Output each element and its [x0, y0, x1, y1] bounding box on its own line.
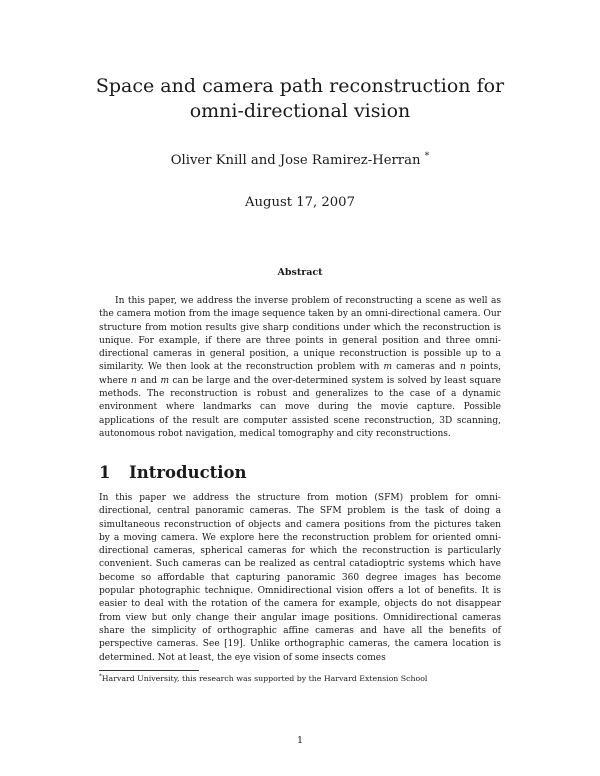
abstract-heading: Abstract: [277, 267, 323, 278]
title-line-2: omni-directional vision: [189, 100, 411, 122]
section-heading-introduction: [99, 463, 247, 482]
introduction-body: [99, 492, 501, 665]
footnote-mark: *: [99, 673, 102, 680]
footnote-rule: [99, 670, 199, 671]
authors: [60, 150, 540, 168]
title-line-1: Space and camera path reconstruction for: [95, 75, 505, 97]
footnote-text: Harvard University, this research was supported by the Harvard Extension School: [101, 674, 428, 683]
author-names: Oliver Knill and Jose Ramirez-Herran: [170, 153, 421, 168]
abstract-body: [99, 295, 501, 441]
page-number: 1: [296, 735, 304, 746]
paper-date: August 17, 2007: [245, 195, 355, 210]
footnote: [99, 674, 501, 684]
introduction-paragraph: In this paper we address the structure from motion (SFM) problem for omni-directional, central panoramic cameras. The SFM problem is the task of doing a simultaneous reconstruction of objects and camera positions from the pictures taken by a moving camera. We explore here the reconstruction problem for oriented omni-directional cameras, spherical cameras for which the reconstruction is particularly convenient. Such cameras can be realized as central catadioptric systems which have become so affordable that capturing panoramic 360 degree images has become popular photographic technique. Omnidirectional vision offers a lot of benefits. It is easier to deal with the rotation of the camera for example, objects do not disappear from view but only change their angular image positions. Omnidirectional cameras share the simplicity of orthographic affine cameras and have all the benefits of perspective cameras. See [19]. Unlike orthographic cameras, the camera location is determined. Not at least, the eye vision of some insects comes: [99, 493, 501, 663]
paper-title: [60, 74, 540, 124]
author-footnote-mark: *: [424, 150, 430, 162]
section-number: 1: [99, 463, 111, 482]
section-title: Introduction: [129, 463, 247, 482]
abstract-paragraph: In this paper, we address the inverse problem of reconstructing a scene as well as the camera motion from the image sequence taken by an omni-directional camera. Our structure from motion results give sharp conditions under which the reconstruction is unique. For example, if there are three points in general position and three omni-directional cameras in general position, a unique reconstruction is possible up to a similarity. We then look at the reconstruction problem with m cameras and n points, where n and m can be large and the over-determined system is solved by least square methods. The reconstruction is robust and generalizes to the case of a dynamic environment where landmarks can move during the movie capture. Possible applications of the result are computer assisted scene reconstruction, 3D scanning, autonomous robot navigation, medical tomography and city reconstructions.: [99, 296, 502, 439]
